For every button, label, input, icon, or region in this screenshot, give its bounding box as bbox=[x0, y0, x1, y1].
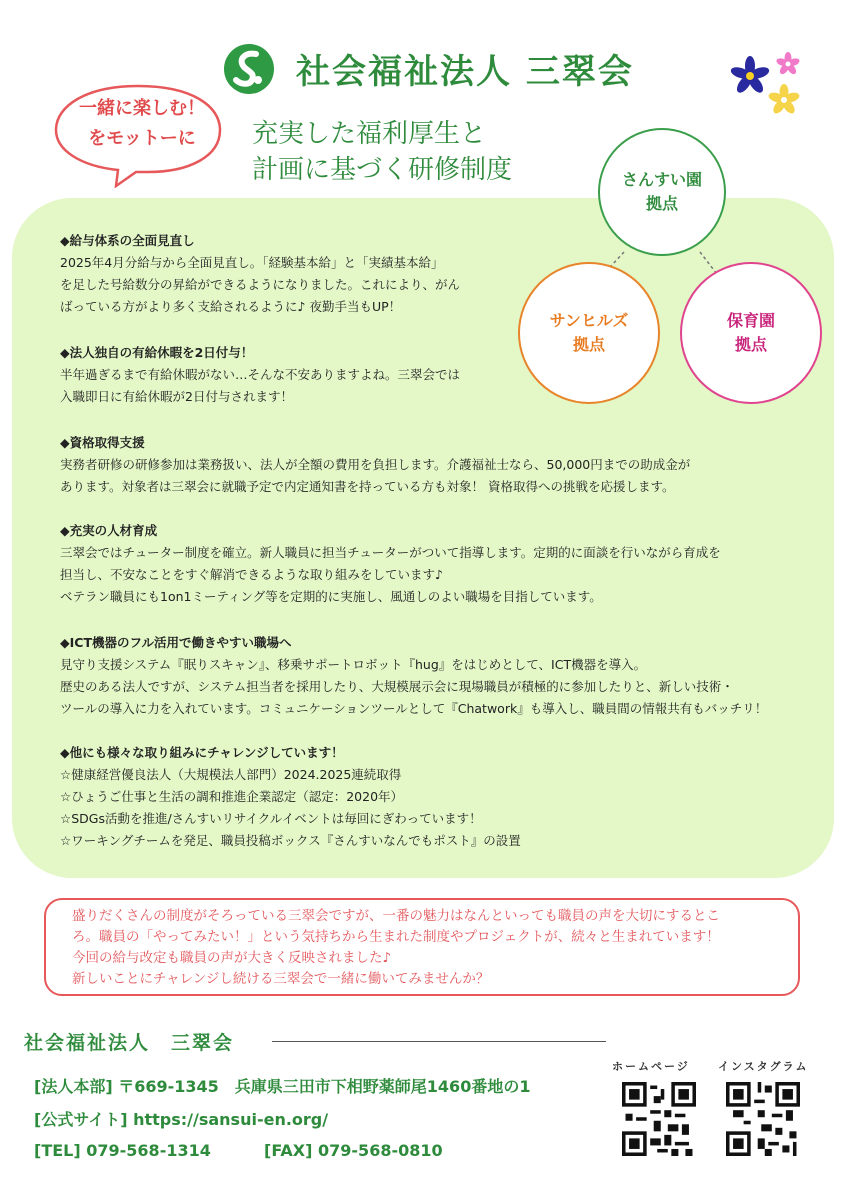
base-circle-sunhills bbox=[518, 262, 660, 404]
hq-label: [法人本部] bbox=[34, 1077, 113, 1096]
section-line: ☆健康経営優良法人（大規模法人部門）2024.2025連続取得 bbox=[60, 767, 402, 782]
site-label: [公式サイト] bbox=[34, 1110, 128, 1129]
qr-code-icon[interactable] bbox=[622, 1082, 696, 1156]
section-line: 見守り支援システム『眠りスキャン』、移乗サポートロボット『hug』をはじめとして、ICT機器を導入。 bbox=[60, 657, 647, 672]
footer-divider bbox=[272, 1041, 606, 1042]
message-text bbox=[72, 906, 792, 990]
base-name: 保育園 bbox=[726, 311, 775, 330]
footer-site bbox=[34, 1107, 328, 1130]
section-ict bbox=[60, 632, 780, 720]
section-heading: ◆他にも様々な取り組みにチャレンジしています！ bbox=[60, 745, 344, 760]
tel-number[interactable]: 079-568-1314 bbox=[86, 1141, 211, 1160]
fax-number: 079-568-0810 bbox=[318, 1141, 443, 1160]
qr-label-instagram: インスタグラム bbox=[718, 1060, 809, 1073]
base-label: 拠点 bbox=[572, 335, 605, 354]
org-title: 社会福祉法人 三翠会 bbox=[296, 52, 634, 92]
qr-label-homepage: ホームページ bbox=[612, 1060, 690, 1073]
section-training bbox=[60, 520, 780, 608]
section-salary bbox=[60, 230, 520, 318]
motto-line-1: 一緒に楽しむ！ bbox=[79, 98, 205, 119]
motto-line-2: をモットーに bbox=[88, 128, 196, 149]
section-line: ☆ワーキングチームを発足、職員投稿ボックス『さんすいなんでもポスト』の設置 bbox=[60, 833, 521, 848]
base-label: 拠点 bbox=[645, 194, 678, 213]
section-line: 三翠会ではチューター制度を確立。新人職員に担当チューターがついて指導します。定期的に面談を行いながら育成を bbox=[60, 545, 721, 560]
message-line: 今回の給与改定も職員の声が大きく反映されました♪ bbox=[72, 950, 392, 966]
section-line: ベテラン職員にも1on1ミーティング等を定期的に実施し、風通しのよい職場を目指しています。 bbox=[60, 589, 602, 604]
message-line: 盛りだくさんの制度がそろっている三翠会ですが、一番の魅力はなんといっても職員の声を大切にするとこ bbox=[72, 908, 720, 924]
section-line: あります。対象者は三翠会に就職予定で内定通知書を持っている方も対象！ 資格取得への挑戦を応援します。 bbox=[60, 479, 675, 494]
section-line: ツールの導入に力を入れています。コミュニケーションツールとして『Chatwork』も導入し、職員間の情報共有もバッチリ！ bbox=[60, 701, 768, 716]
base-label: 拠点 bbox=[734, 335, 767, 354]
section-line: 実務者研修の研修参加は業務扱い、法人が全額の費用を負担します。介護福祉士なら、50,000円までの助成金が bbox=[60, 457, 691, 472]
footer-hq bbox=[34, 1074, 530, 1097]
section-line: ☆ひょうご仕事と生活の調和推進企業認定（認定：2020年） bbox=[60, 789, 404, 804]
base-circle-hoikuen bbox=[680, 262, 822, 404]
subtitle-line-2: 計画に基づく研修制度 bbox=[252, 155, 513, 185]
section-heading: ◆充実の人材育成 bbox=[60, 523, 158, 538]
section-challenges bbox=[60, 742, 780, 852]
section-line: 歴史のある法人ですが、システム担当者を採用したり、大規模展示会に現場職員が積極的に参加したりと、新しい技術・ bbox=[60, 679, 734, 694]
footer-fax bbox=[264, 1141, 443, 1160]
brand-logo-icon bbox=[222, 42, 276, 96]
section-line: 2025年4月分給与から全面見直し。「経験基本給」と「実績基本給」 bbox=[60, 255, 444, 270]
section-heading: ◆資格取得支援 bbox=[60, 435, 145, 450]
section-line: ばっている方がより多く支給されるように♪ 夜勤手当もUP！ bbox=[60, 299, 402, 314]
section-heading: ◆法人独自の有給休暇を2日付与！ bbox=[60, 345, 254, 360]
qr-code-icon[interactable] bbox=[726, 1082, 800, 1156]
section-qualification bbox=[60, 432, 780, 498]
site-link[interactable]: https://sansui-en.org/ bbox=[133, 1110, 329, 1129]
fax-label: [FAX] bbox=[264, 1141, 313, 1160]
section-line: を足した号給数分の昇給ができるようになりました。これにより、がん bbox=[60, 277, 461, 292]
base-name: サンヒルズ bbox=[549, 311, 629, 330]
footer-org-name: 社会福祉法人 三翠会 bbox=[24, 1032, 235, 1054]
subtitle bbox=[252, 116, 512, 188]
message-line: ろ。職員の「やってみたい！」という気持ちから生まれた制度やプロジェクトが、続々と生まれています！ bbox=[72, 929, 720, 945]
hq-address: 〒669-1345 兵庫県三田市下相野薬師尾1460番地の1 bbox=[118, 1077, 531, 1096]
section-paid-leave bbox=[60, 342, 530, 408]
footer-tel bbox=[34, 1141, 211, 1160]
motto-text bbox=[72, 94, 212, 154]
base-circle-sansuien bbox=[598, 128, 726, 256]
section-heading: ◆ICT機器のフル活用で働きやすい職場へ bbox=[60, 635, 292, 650]
flowers-icon bbox=[728, 50, 808, 120]
section-line: 担当し、不安なことをすぐ解消できるような取り組みをしています♪ bbox=[60, 567, 443, 582]
tel-label: [TEL] bbox=[34, 1141, 81, 1160]
section-line: 半年過ぎるまで有給休暇がない…そんな不安ありますよね。三翠会では bbox=[60, 367, 461, 382]
base-name: さんすい園 bbox=[621, 170, 702, 189]
section-line: 入職即日に有給休暇が2日付与されます！ bbox=[60, 389, 293, 404]
message-line: 新しいことにチャレンジし続ける三翠会で一緒に働いてみませんか？ bbox=[72, 971, 490, 987]
subtitle-line-1: 充実した福利厚生と bbox=[252, 119, 487, 149]
section-heading: ◆給与体系の全面見直し bbox=[60, 233, 195, 248]
section-line: ☆SDGs活動を推進/さんすいリサイクルイベントは毎回にぎわっています！ bbox=[60, 811, 482, 826]
